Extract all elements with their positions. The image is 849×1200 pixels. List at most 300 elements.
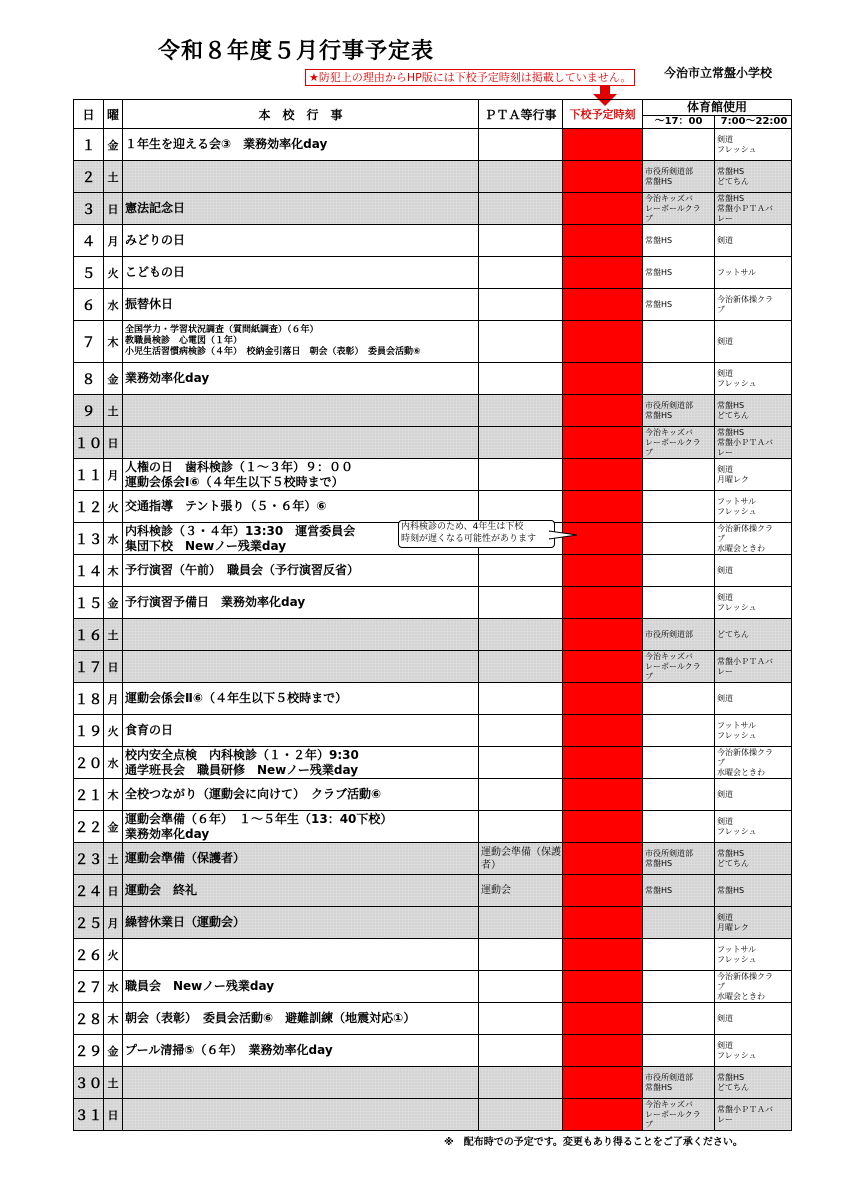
gym-cell-late (715, 715, 792, 747)
events-cell (123, 683, 479, 715)
events-cell (123, 875, 479, 907)
header-dismissal: 下校予定時刻 (563, 100, 643, 129)
events-cell (123, 619, 479, 651)
weekday-cell: 水 (104, 747, 123, 779)
event-line: 全国学力・学習状況調査（質問紙調査）（６年） (125, 325, 319, 335)
header-gym-title: 体育館使用 (643, 100, 791, 116)
weekday-cell: 日 (104, 651, 123, 683)
day-cell: ２ (74, 161, 104, 193)
header-pta: ＰＴＡ等行事 (479, 100, 563, 129)
gym-line: フットサル (717, 944, 757, 954)
gym-line: ブ (717, 304, 725, 314)
gym-cell-late (715, 619, 792, 651)
dismissal-cell (563, 193, 643, 225)
gym-line: 剣道 (717, 368, 733, 378)
event-line: 教職員検診 心電図（１年） (125, 336, 243, 346)
weekday-cell: 水 (104, 523, 123, 555)
gym-cell-late (715, 1035, 792, 1067)
table-row (74, 811, 792, 843)
weekday-cell: 日 (104, 1099, 123, 1131)
gym-line: どてちん (717, 176, 749, 186)
gym-line: フレッシュ (717, 602, 757, 612)
event-line: みどりの日 (125, 233, 186, 247)
gym-line: フレッシュ (717, 954, 757, 964)
gym-line: 今治新体操クラ (717, 971, 773, 981)
dismissal-cell (563, 811, 643, 843)
event-line: 通学班長会 職員研修 Newノー残業day (125, 762, 359, 777)
day-cell: １５ (74, 587, 104, 619)
weekday-cell: 月 (104, 459, 123, 491)
event-line: 校内安全点検 内科検診（１・２年）9:30 (125, 747, 359, 762)
gym-line: 常盤小ＰＴＡバ (717, 1104, 773, 1114)
pta-cell (479, 747, 563, 779)
weekday-cell: 金 (104, 1035, 123, 1067)
dismissal-cell (563, 747, 643, 779)
pta-cell (479, 129, 563, 161)
dismissal-cell (563, 1003, 643, 1035)
gym-line: 常盤小ＰＴＡバ (717, 437, 773, 447)
gym-cell-late (715, 523, 792, 555)
pta-cell (479, 971, 563, 1003)
weekday-cell: 月 (104, 683, 123, 715)
day-cell: １６ (74, 619, 104, 651)
day-cell: ５ (74, 257, 104, 289)
dismissal-cell (563, 491, 643, 523)
gym-cell-early (643, 321, 715, 363)
table-row (74, 193, 792, 225)
weekday-cell: 木 (104, 321, 123, 363)
table-row (74, 843, 792, 875)
gym-cell-late (715, 161, 792, 193)
dismissal-cell (563, 715, 643, 747)
table-row (74, 1035, 792, 1067)
weekday-cell: 日 (104, 193, 123, 225)
day-cell: ２５ (74, 907, 104, 939)
gym-cell-late (715, 587, 792, 619)
day-cell: ３０ (74, 1067, 104, 1099)
event-line: 人権の日 歯科検診（１～３年）９：００ (125, 459, 354, 474)
day-cell: ６ (74, 289, 104, 321)
table-row (74, 683, 792, 715)
table-row (74, 587, 792, 619)
events-cell (123, 587, 479, 619)
gym-cell-early (643, 161, 715, 193)
gym-cell-early (643, 747, 715, 779)
event-line: プール清掃⑤（６年） 業務効率化day (125, 1043, 333, 1057)
events-cell (123, 257, 479, 289)
pta-cell (479, 779, 563, 811)
gym-cell-late (715, 907, 792, 939)
gym-line: 市役所剣道部 (645, 400, 693, 410)
events-cell (123, 779, 479, 811)
gym-line: フレッシュ (717, 506, 757, 516)
event-line: 運動会係会Ⅰ⑥（４年生以下５校時まで） (125, 474, 344, 489)
gym-line: フットサル (717, 267, 757, 277)
event-line: 予行演習予備日 業務効率化day (125, 595, 306, 609)
table-row (74, 427, 792, 459)
event-line: 繰替休業日（運動会） (125, 915, 246, 929)
gym-line: 月曜レク (717, 922, 749, 932)
weekday-cell: 水 (104, 971, 123, 1003)
gym-cell-late (715, 1099, 792, 1131)
dismissal-cell (563, 459, 643, 491)
gym-line: 今治キッズバ (645, 1099, 693, 1109)
dismissal-cell (563, 779, 643, 811)
gym-line: 常盤HS (645, 885, 673, 895)
event-line: 運動会準備（６年） １～５年生（13：40下校） (125, 811, 393, 826)
gym-cell-late (715, 779, 792, 811)
table-row (74, 619, 792, 651)
day-cell: ８ (74, 363, 104, 395)
event-line: 内科検診（３・４年）13:30 運営委員会 (125, 523, 356, 538)
dismissal-cell (563, 161, 643, 193)
gym-cell-late (715, 651, 792, 683)
gym-cell-early (643, 811, 715, 843)
gym-line: 今治キッズバ (645, 193, 693, 203)
weekday-cell: 金 (104, 811, 123, 843)
pta-cell (479, 715, 563, 747)
gym-line: 常盤HS (717, 166, 745, 176)
gym-line: 水曜会ときわ (717, 767, 765, 777)
gym-line: ブ (645, 1119, 653, 1129)
gym-line: 剣道 (717, 789, 733, 799)
gym-cell-early (643, 363, 715, 395)
weekday-cell: 水 (104, 289, 123, 321)
event-line: 運動会 終礼 (125, 883, 198, 897)
gym-line: 常盤HS (645, 299, 673, 309)
gym-cell-late (715, 939, 792, 971)
table-row (74, 779, 792, 811)
events-cell (123, 1099, 479, 1131)
gym-line: レー (717, 1114, 733, 1124)
page-title: 令和８年度５月行事予定表 (158, 39, 435, 64)
gym-line: ブ (717, 533, 725, 543)
gym-line: 常盤HS (717, 193, 745, 203)
event-line: 小児生活習慣病検診（４年） 校納金引落日 朝会（表彰） 委員会活動⑥ (125, 347, 421, 357)
events-cell (123, 555, 479, 587)
gym-cell-late (715, 843, 792, 875)
dismissal-cell (563, 683, 643, 715)
gym-cell-early (643, 939, 715, 971)
events-cell (123, 1035, 479, 1067)
gym-line: ブ (645, 671, 653, 681)
weekday-cell: 木 (104, 779, 123, 811)
callout-line-1: 内科検診のため、4年生は下校 (401, 522, 524, 532)
gym-line: ブ (645, 213, 653, 223)
events-cell (123, 161, 479, 193)
gym-cell-late (715, 747, 792, 779)
pta-cell (479, 225, 563, 257)
gym-cell-early (643, 875, 715, 907)
pta-cell (479, 1035, 563, 1067)
gym-line: フレッシュ (717, 144, 757, 154)
gym-line: 常盤HS (645, 1082, 673, 1092)
day-cell: ９ (74, 395, 104, 427)
event-line: 予行演習（午前） 職員会（予行演習反省） (125, 563, 360, 577)
events-cell (123, 321, 479, 363)
gym-line: 常盤小ＰＴＡバ (717, 203, 773, 213)
dismissal-cell (563, 257, 643, 289)
pta-cell (479, 161, 563, 193)
gym-line: フレッシュ (717, 1050, 757, 1060)
event-line: 振替休日 (125, 297, 174, 311)
table-row (74, 715, 792, 747)
gym-line: フレッシュ (717, 826, 757, 836)
gym-cell-late (715, 289, 792, 321)
dismissal-cell (563, 651, 643, 683)
gym-cell-early (643, 843, 715, 875)
day-cell: １２ (74, 491, 104, 523)
weekday-cell: 月 (104, 907, 123, 939)
gym-line: 常盤HS (645, 410, 673, 420)
weekday-cell: 土 (104, 843, 123, 875)
table-row (74, 971, 792, 1003)
gym-line: レーボールクラ (645, 203, 701, 213)
weekday-cell: 金 (104, 129, 123, 161)
dismissal-cell (563, 875, 643, 907)
dismissal-cell (563, 363, 643, 395)
dismissal-cell (563, 321, 643, 363)
pta-cell (479, 257, 563, 289)
gym-line: 今治新体操クラ (717, 294, 773, 304)
day-cell: １４ (74, 555, 104, 587)
gym-line: ブ (717, 981, 725, 991)
events-cell (123, 843, 479, 875)
day-cell: ７ (74, 321, 104, 363)
day-cell: ２７ (74, 971, 104, 1003)
gym-line: どてちん (717, 629, 749, 639)
gym-line: 剣道 (717, 1013, 733, 1023)
gym-cell-late (715, 225, 792, 257)
gym-line: 常盤HS (717, 427, 745, 437)
dismissal-cell (563, 843, 643, 875)
pta-cell (479, 811, 563, 843)
gym-cell-late (715, 875, 792, 907)
events-cell (123, 363, 479, 395)
gym-line: 剣道 (717, 592, 733, 602)
gym-line: 常盤HS (717, 885, 745, 895)
gym-line: 常盤HS (645, 176, 673, 186)
pta-cell (479, 193, 563, 225)
table-row (74, 289, 792, 321)
weekday-cell: 木 (104, 555, 123, 587)
gym-cell-early (643, 427, 715, 459)
pta-cell (479, 427, 563, 459)
gym-cell-early (643, 459, 715, 491)
gym-line: 常盤HS (645, 235, 673, 245)
gym-line: 今治新体操クラ (717, 747, 773, 757)
day-cell: ２８ (74, 1003, 104, 1035)
table-row (74, 1003, 792, 1035)
gym-line: 常盤HS (717, 1072, 745, 1082)
day-cell: ２２ (74, 811, 104, 843)
gym-line: レーボールクラ (645, 437, 701, 447)
weekday-cell: 土 (104, 1067, 123, 1099)
weekday-cell: 土 (104, 161, 123, 193)
dismissal-cell (563, 427, 643, 459)
gym-cell-early (643, 491, 715, 523)
day-cell: １３ (74, 523, 104, 555)
event-line: 業務効率化day (125, 826, 210, 841)
header-row (74, 100, 792, 129)
table-row (74, 363, 792, 395)
pta-cell (479, 1067, 563, 1099)
table-row (74, 939, 792, 971)
gym-line: どてちん (717, 858, 749, 868)
dismissal-cell (563, 587, 643, 619)
event-line: 食育の日 (125, 723, 174, 737)
pta-cell (479, 939, 563, 971)
dismissal-callout (398, 520, 555, 548)
gym-cell-early (643, 587, 715, 619)
pta-cell (479, 491, 563, 523)
dismissal-cell (563, 395, 643, 427)
table-row (74, 257, 792, 289)
table-row (74, 1067, 792, 1099)
pta-cell (479, 651, 563, 683)
gym-cell-early (643, 129, 715, 161)
day-cell: １７ (74, 651, 104, 683)
gym-line: 常盤HS (717, 400, 745, 410)
weekday-cell: 火 (104, 715, 123, 747)
header-gym (643, 100, 792, 129)
gym-line: フットサル (717, 496, 757, 506)
table-row (74, 1099, 792, 1131)
events-cell (123, 491, 479, 523)
events-cell (123, 459, 479, 491)
gym-cell-early (643, 523, 715, 555)
gym-line: 今治キッズバ (645, 427, 693, 437)
dismissal-cell (563, 225, 643, 257)
day-cell: １ (74, 129, 104, 161)
gym-line: どてちん (717, 1082, 749, 1092)
day-cell: ４ (74, 225, 104, 257)
table-row (74, 491, 792, 523)
security-notice: ★防犯上の理由からHP版には下校予定時刻は掲載していません。 (305, 69, 635, 86)
dismissal-cell (563, 555, 643, 587)
events-cell (123, 427, 479, 459)
gym-line: 常盤HS (717, 848, 745, 858)
dismissal-cell (563, 619, 643, 651)
table-row (74, 459, 792, 491)
weekday-cell: 土 (104, 619, 123, 651)
day-cell: ３ (74, 193, 104, 225)
dismissal-cell (563, 971, 643, 1003)
footnote: ※ 配布時での予定です。変更もあり得ることをご了承ください。 (444, 1137, 743, 1148)
day-cell: １９ (74, 715, 104, 747)
table-row (74, 651, 792, 683)
event-line: 業務効率化day (125, 371, 210, 385)
gym-line: 剣道 (717, 1040, 733, 1050)
dismissal-cell (563, 907, 643, 939)
gym-line: レーボールクラ (645, 661, 701, 671)
table-row (74, 875, 792, 907)
gym-line: 市役所剣道部 (645, 166, 693, 176)
day-cell: ２１ (74, 779, 104, 811)
day-cell: ２９ (74, 1035, 104, 1067)
gym-line: レーボールクラ (645, 1109, 701, 1119)
gym-cell-early (643, 907, 715, 939)
gym-cell-late (715, 811, 792, 843)
events-cell (123, 747, 479, 779)
events-cell (123, 1067, 479, 1099)
weekday-cell: 日 (104, 875, 123, 907)
header-gym-times (643, 116, 791, 128)
day-cell: ２３ (74, 843, 104, 875)
gym-cell-early (643, 683, 715, 715)
pta-cell (479, 321, 563, 363)
header-gym-time-2: 7:00～22:00 (720, 116, 788, 127)
pta-cell (479, 555, 563, 587)
table-row (74, 555, 792, 587)
gym-cell-late (715, 257, 792, 289)
gym-cell-early (643, 289, 715, 321)
pta-cell (479, 1003, 563, 1035)
callout-line-2: 時刻が遅くなる可能性があります (401, 534, 537, 544)
table-row (74, 225, 792, 257)
events-cell (123, 939, 479, 971)
gym-line: 今治キッズバ (645, 651, 693, 661)
gym-cell-early (643, 1003, 715, 1035)
header-day: 日 (74, 100, 104, 129)
gym-cell-early (643, 971, 715, 1003)
gym-cell-late (715, 555, 792, 587)
dismissal-cell (563, 1035, 643, 1067)
gym-cell-late (715, 427, 792, 459)
gym-cell-late (715, 459, 792, 491)
gym-cell-early (643, 555, 715, 587)
gym-cell-early (643, 257, 715, 289)
events-cell (123, 971, 479, 1003)
day-cell: １８ (74, 683, 104, 715)
events-cell (123, 651, 479, 683)
weekday-cell: 火 (104, 491, 123, 523)
events-cell (123, 1003, 479, 1035)
event-line: １年生を迎える会③ 業務効率化day (125, 137, 328, 151)
event-line: 憲法記念日 (125, 201, 186, 215)
pta-cell (479, 289, 563, 321)
table-row (74, 395, 792, 427)
weekday-cell: 木 (104, 1003, 123, 1035)
dismissal-cell (563, 289, 643, 321)
day-cell: １０ (74, 427, 104, 459)
gym-line: フレッシュ (717, 378, 757, 388)
gym-cell-late (715, 491, 792, 523)
gym-line: 水曜会ときわ (717, 991, 765, 1001)
gym-line: 水曜会ときわ (717, 543, 765, 553)
gym-line: レー (717, 213, 733, 223)
day-cell: ３１ (74, 1099, 104, 1131)
gym-line: 剣道 (717, 693, 733, 703)
gym-line: 市役所剣道部 (645, 1072, 693, 1082)
dismissal-cell (563, 129, 643, 161)
gym-line: どてちん (717, 410, 749, 420)
event-line: 集団下校 Newノー残業day (125, 538, 287, 553)
gym-line: 市役所剣道部 (645, 629, 693, 639)
pta-cell (479, 619, 563, 651)
school-name: 今治市立常盤小学校 (664, 66, 773, 80)
event-line: 運動会係会Ⅱ⑥（４年生以下５校時まで） (125, 691, 348, 705)
event-line: こどもの日 (125, 265, 186, 279)
gym-line: 剣道 (717, 816, 733, 826)
schedule-table (73, 99, 792, 1131)
header-gym-time-1: ～17：00 (643, 116, 715, 128)
events-cell (123, 193, 479, 225)
pta-cell (479, 395, 563, 427)
pta-cell: 運動会 (479, 875, 563, 907)
dismissal-cell (563, 1099, 643, 1131)
weekday-cell: 金 (104, 587, 123, 619)
